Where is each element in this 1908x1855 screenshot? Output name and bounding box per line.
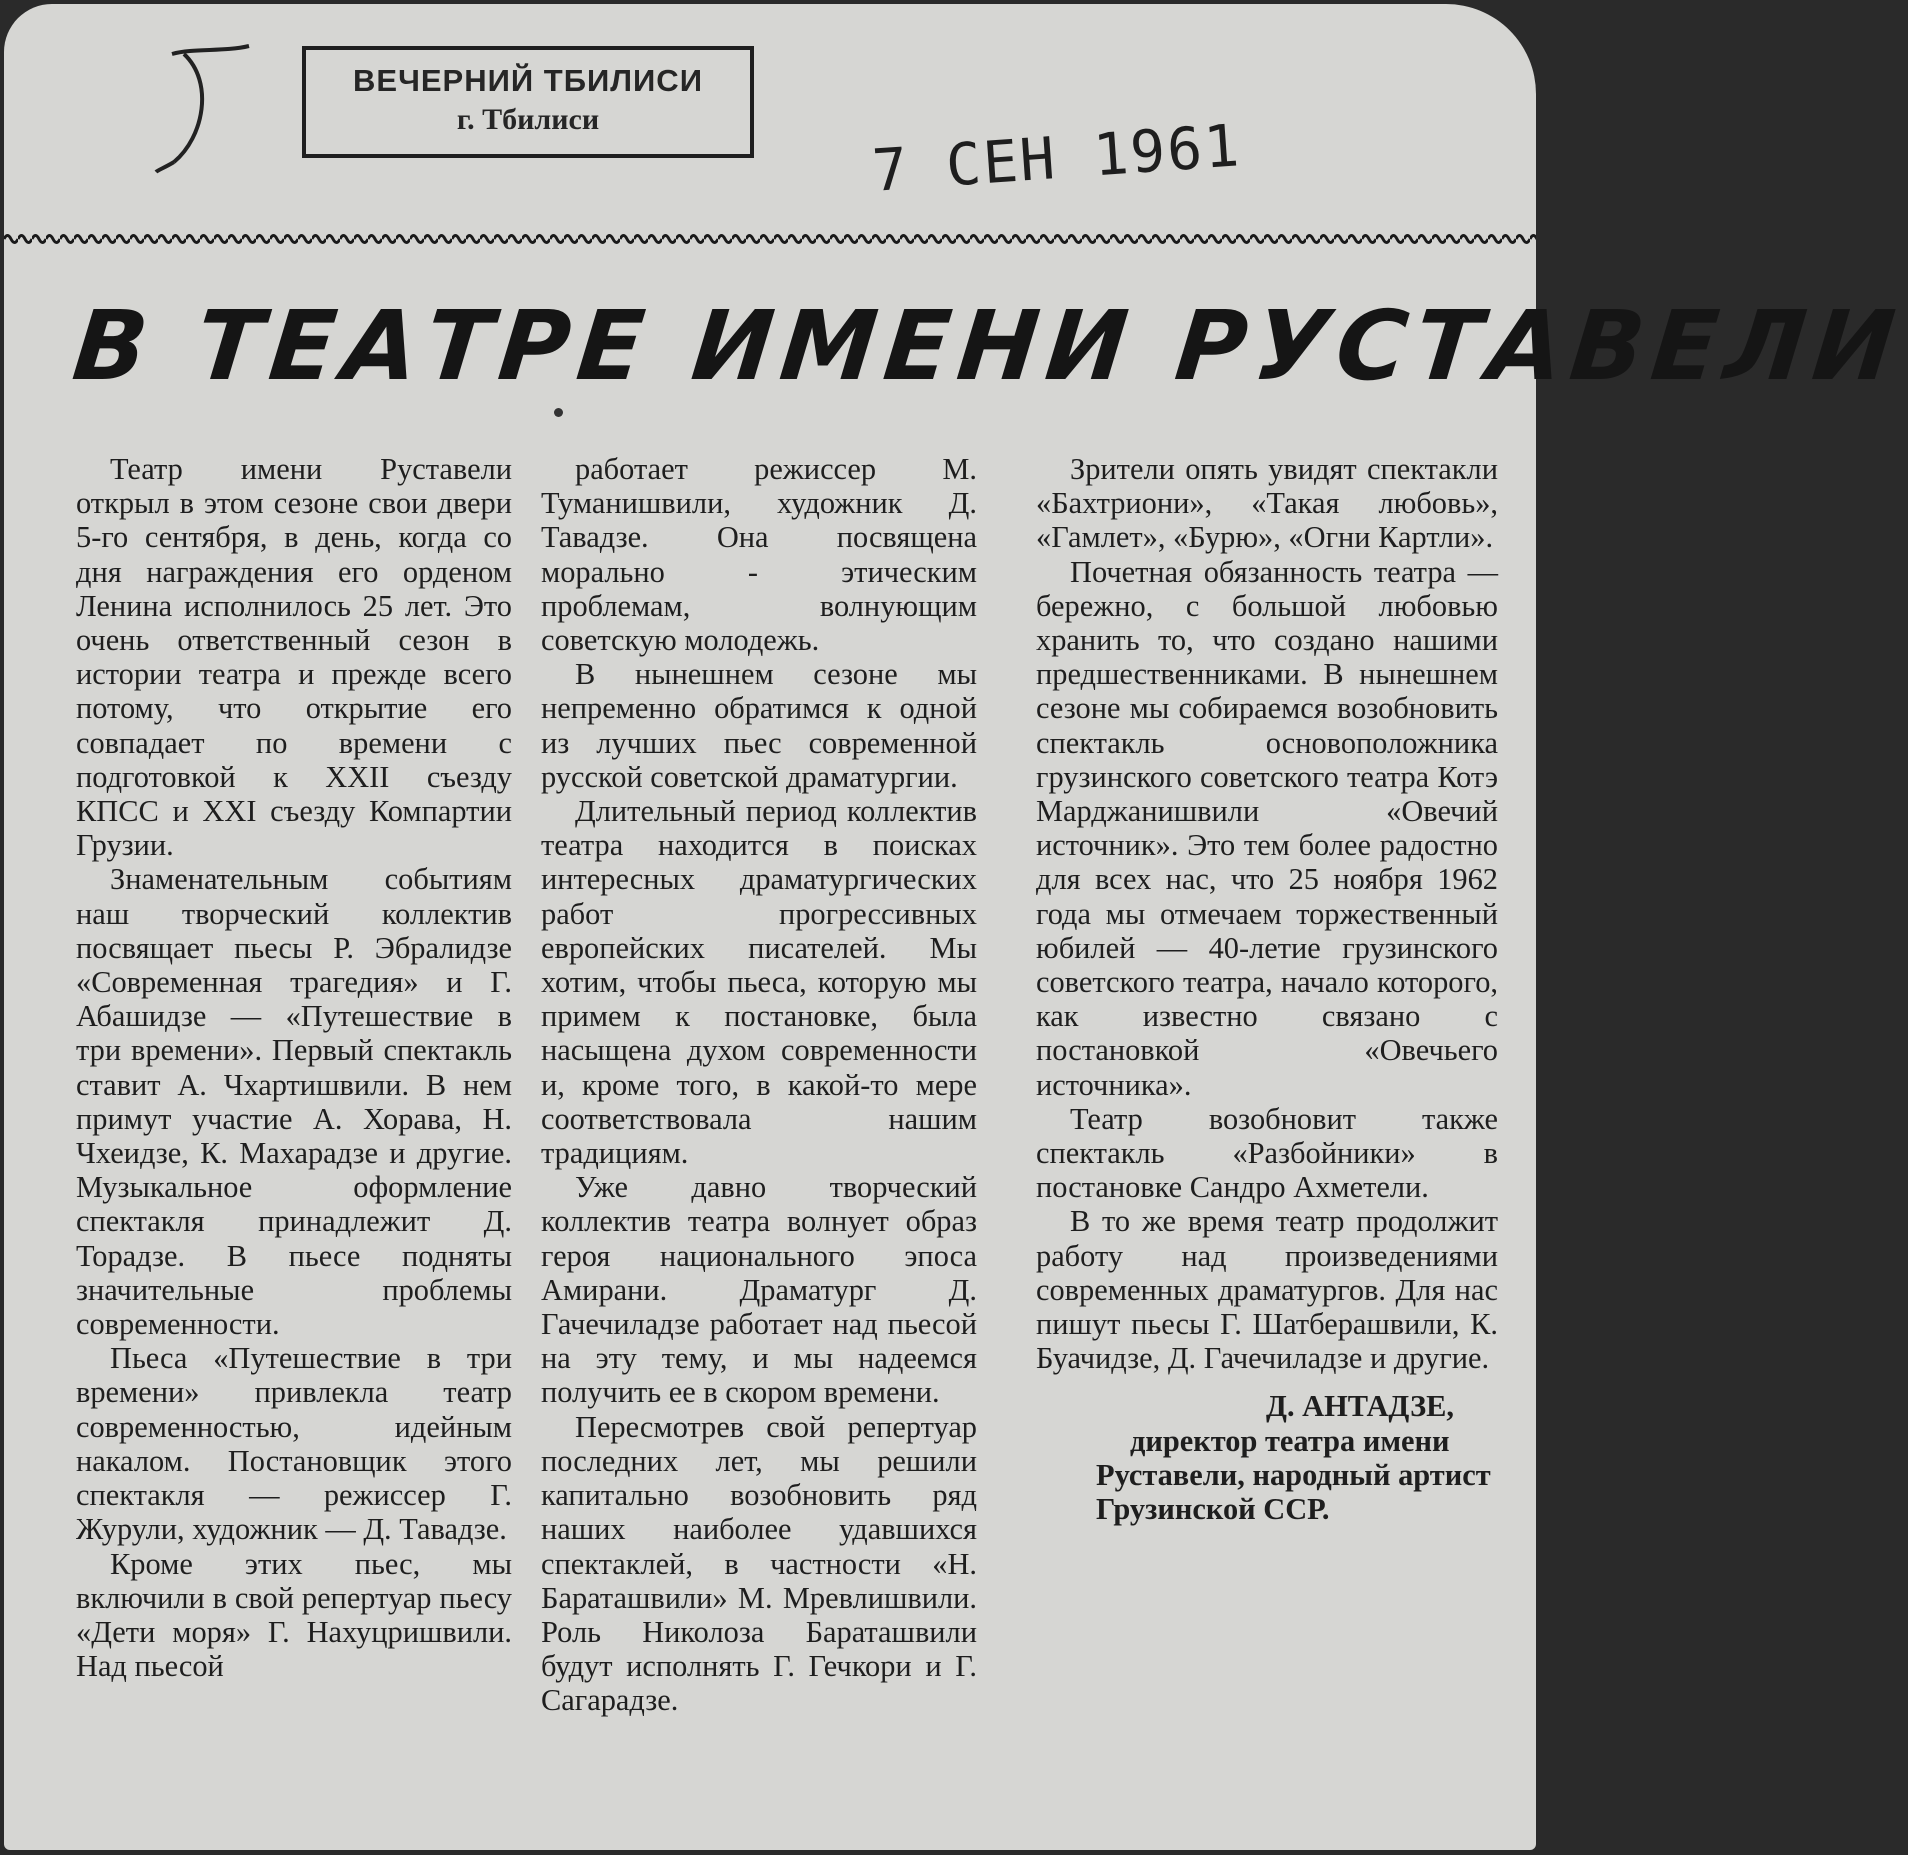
paragraph: Почетная обязанность театра — бережно, с большой любовью хранить то, что создано нашими предшественниками. В нынешнем сезоне мы собираемся возобновить спектакль основоположника грузинского советского театра Котэ Марджанишвили «Овечий источник». Это тем более радостно для всех нас, что 25 ноября 1962 года мы отмечаем торжественный юбилей — 40-летие грузинского советского театра, начало которого, как известно связано с постановкой «Овечьего источника». bbox=[1036, 554, 1498, 1102]
article-column-1 bbox=[76, 452, 512, 1683]
paragraph: В то же время театр продолжит работу над произведениями современных драматургов. Для нас пишут пьесы Г. Шатберашвили, К. Буачидзе, Д. Гачечиладзе и другие. bbox=[1036, 1204, 1498, 1376]
paragraph: Знаменательным событиям наш творческий коллектив посвящает пьесы Р. Эбралидзе «Современная трагедия» и Г. Абашидзе — «Путешествие в три времени». Первый спектакль ставит А. Чхартишвили. В нем примут участие А. Хорава, Н. Чхеидзе, К. Махарадзе и другие. Музыкальное оформление спектакля принадлежит Д. Торадзе. В пьесе подняты значительные проблемы современности. bbox=[76, 862, 512, 1342]
paragraph: В нынешнем сезоне мы непременно обратимся к одной из лучших пьес современной русской советской драматургии. bbox=[541, 657, 977, 794]
stamp-newspaper-name: ВЕЧЕРНИЙ ТБИЛИСИ bbox=[353, 63, 703, 98]
paragraph: Пьеса «Путешествие в три времени» привлекла театр современностью, идейным накалом. Постановщик этого спектакля — режиссер Г. Журули, художник — Д. Тавадзе. bbox=[76, 1341, 512, 1547]
article-column-3 bbox=[1036, 452, 1498, 1526]
paragraph: Уже давно творческий коллектив театра волнует образ героя национального эпоса Амирани. Драматург Д. Гачечиладзе работает над пьесой на эту тему, и мы надеемся получить ее в скором времени. bbox=[541, 1170, 977, 1410]
paragraph: Театр возобновит также спектакль «Разбойники» в постановке Сандро Ахметели. bbox=[1036, 1101, 1498, 1205]
paragraph: работает режиссер М. Туманишвили, художник Д. Тавадзе. Она посвящена морально - этическим проблемам, волнующим советскую молодежь. bbox=[541, 452, 977, 658]
decorative-divider bbox=[4, 232, 1536, 246]
handwritten-mark bbox=[154, 42, 264, 192]
paragraph: Зрители опять увидят спектакли «Бахтриони», «Такая любовь», «Гамлет», «Бурю», «Огни Картли». bbox=[1036, 452, 1498, 555]
article-headline: В ТЕАТРЕ ИМЕНИ РУСТАВЕЛИ bbox=[68, 290, 1908, 402]
paragraph: Театр имени Руставели открыл в этом сезоне свои двери 5-го сентября, в день, когда со дня награждения его орденом Ленина исполнилось 25 лет. Это очень ответственный сезон в истории театра и прежде всего потому, что открытие его совпадает по времени с подготовкой к XXII съезду КПСС и XXI съезду Компартии Грузии. bbox=[76, 452, 512, 863]
ink-speck bbox=[554, 408, 563, 417]
paragraph: Кроме этих пьес, мы включили в свой репертуар пьесу «Дети моря» Г. Нахуцришвили. Над пьесой bbox=[76, 1546, 512, 1684]
date-stamp: 7 СЕН 1961 bbox=[870, 111, 1244, 205]
article-column-2 bbox=[541, 452, 977, 1718]
newspaper-stamp bbox=[302, 46, 754, 158]
paragraph: Длительный период коллектив театра находится в поисках интересных драматургических работ прогрессивных европейских писателей. Мы хотим, чтобы пьеса, которую мы примем к постановке, была насыщена духом современности и, кроме того, в какой-то мере соответствовала нашим традициям. bbox=[541, 794, 977, 1171]
author-signature bbox=[1036, 1389, 1498, 1526]
author-title: директор театра имени Руставели, народный артист Грузинской ССР. bbox=[1096, 1423, 1491, 1527]
newspaper-clipping bbox=[4, 4, 1908, 1850]
paragraph: Пересмотрев свой репертуар последних лет, мы решили капитально возобновить ряд наших наиболее удавшихся спектаклей, в частности «Н. Бараташвили» М. Мревлишвили. Роль Николоза Бараташвили будут исполнять Г. Гечкори и Г. Сагарадзе. bbox=[541, 1409, 977, 1718]
stamp-city: г. Тбилиси bbox=[456, 103, 600, 136]
author-name: Д. АНТАДЗЕ, bbox=[1266, 1389, 1454, 1424]
article-body bbox=[76, 452, 1518, 1832]
